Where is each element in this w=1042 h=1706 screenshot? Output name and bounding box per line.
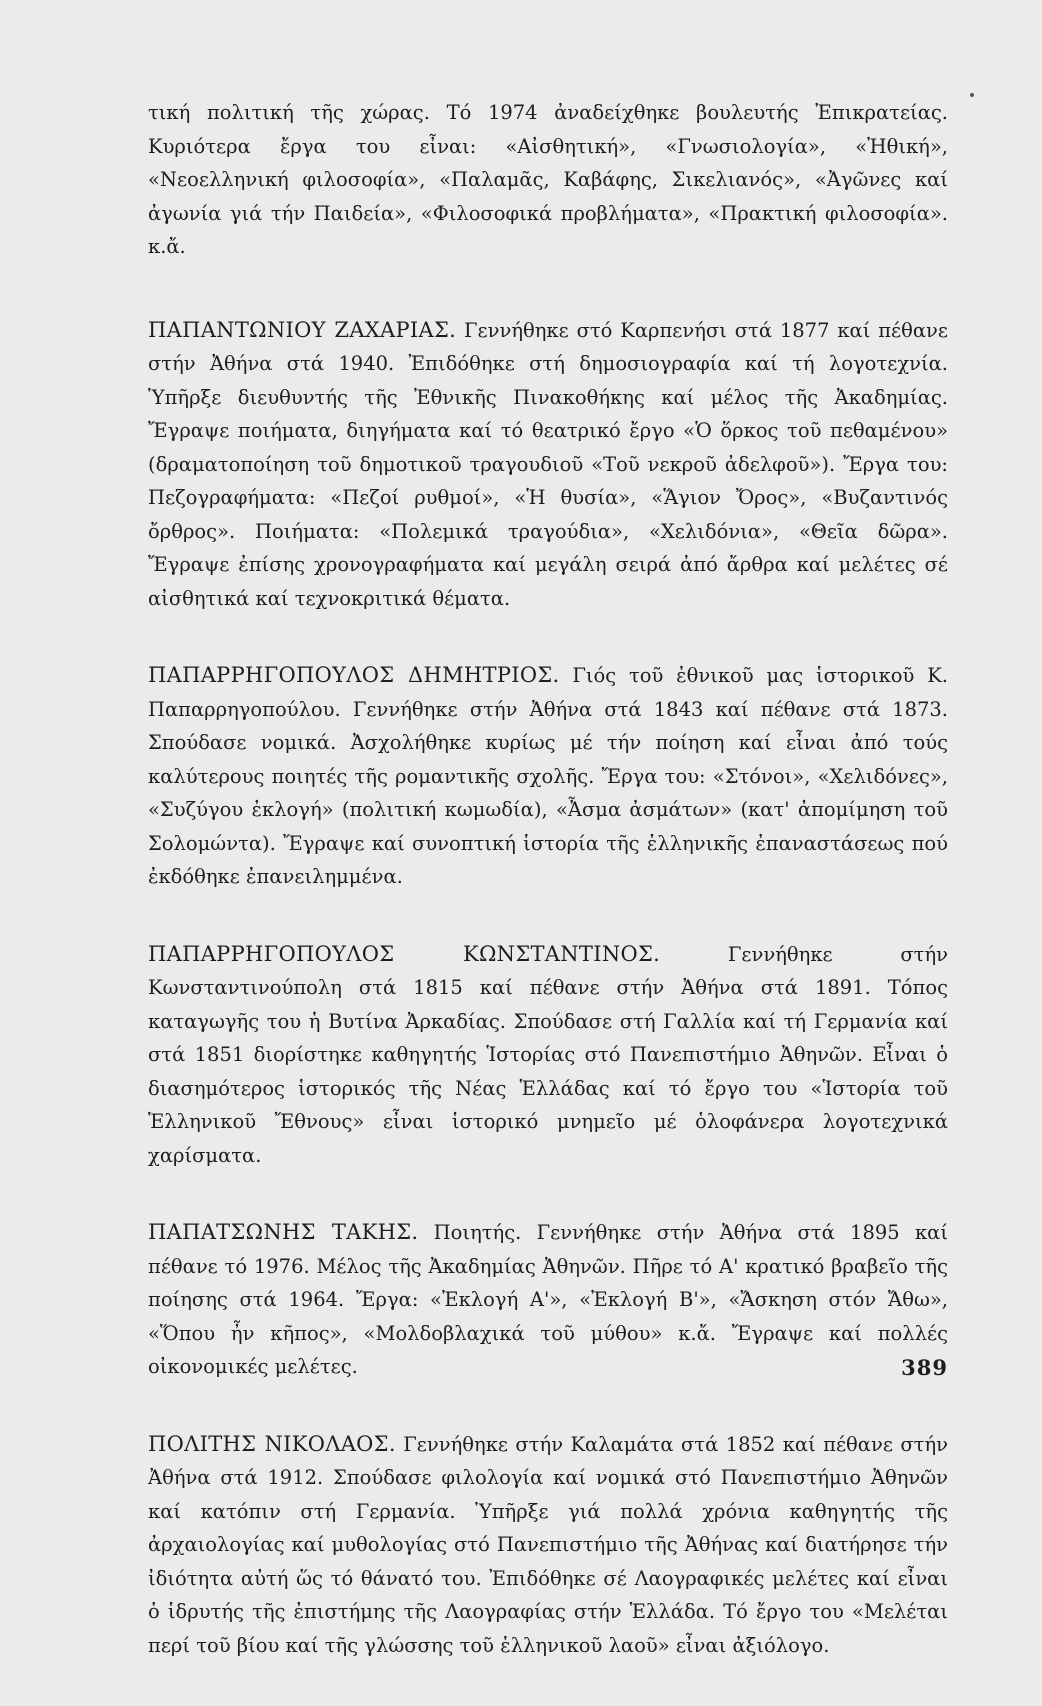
entry-papatsonis [148, 1216, 948, 1384]
entry-name: ΠΑΠΑΡΡΗΓΟΠΟΥΛΟΣ ΔΗΜΗΤΡΙΟΣ. [148, 663, 560, 687]
entry-paparrigopoulos-konstantinos [148, 938, 948, 1173]
entry-text: Γεννήθηκε στήν Κωνσταντινούπολη στά 1815 καί πέθανε στήν Ἀθήνα στά 1891. Τόπος καταγωγῆς του ἡ Βυτίνα Ἀρκαδίας. Σπούδασε στή Γαλλία καί τή Γερμανία καί στά 1851 διορίστηκε καθηγητής Ἱστορίας στό Πανεπιστήμιο Ἀθηνῶν. Εἶναι ὁ διασημότερος ἱστορικός τῆς Νέας Ἑλλάδας καί τό ἔργο του «Ἱστορία τοῦ Ἑλληνικοῦ Ἔθνους» εἶναι ἱστορικό μνημεῖο μέ ὁλοφάνερα λογοτεχνικά χαρίσματα. [148, 942, 948, 1167]
entry-name: ΠΑΠΑΤΣΩΝΗΣ ΤΑΚΗΣ. [148, 1220, 419, 1244]
entry-text: Γεννήθηκε στό Καρπενήσι στά 1877 καί πέθανε στήν Ἀθήνα στά 1940. Ἐπιδόθηκε στή δημοσιογραφία καί τή λογοτεχνία. Ὑπῆρξε διευθυντής τῆς Ἐθνικῆς Πινακοθήκης καί μέλος τῆς Ἀκαδημίας. Ἔγραψε ποιήματα, διηγήματα καί τό θεατρικό ἔργο «Ὁ ὅρκος τοῦ πεθαμένου» (δραματοποίηση τοῦ δημοτικοῦ τραγουδιοῦ «Τοῦ νεκροῦ ἀδελφοῦ»). Ἔργα του: Πεζογραφήματα: «Πεζοί ρυθμοί», «Ἡ θυσία», «Ἅγιον Ὄρος», «Βυζαντινός ὄρθρος». Ποιήματα: «Πολεμικά τραγούδια», «Χελιδόνια», «Θεῖα δῶρα». Ἔγραψε ἐπίσης χρονογραφήματα καί μεγάλη σειρά ἀπό ἄρθρα καί μελέτες σέ αἰσθητικά καί τεχνοκριτικά θέματα. [148, 318, 948, 610]
entry-text: τική πολιτική τῆς χώρας. Τό 1974 ἀναδείχθηκε βουλευτής Ἐπικρατείας. Κυριότερα ἔργα του εἶναι: «Αἰσθητική», «Γνωσιολογία», «Ἠθική», «Νεοελληνική φιλοσοφία», «Παλαμᾶς, Καβάφης, Σικελιανός», «Ἀγῶνες καί ἀγωνία γιά τήν Παιδεία», «Φιλοσοφικά προβλήματα», «Πρακτική φιλοσοφία». κ.ἄ. [148, 101, 948, 258]
entry-name: ΠΟΛΙΤΗΣ ΝΙΚΟΛΑΟΣ. [148, 1431, 396, 1456]
entry-continuation [148, 96, 948, 264]
entry-papantoniou [148, 314, 948, 616]
entry-name: ΠΑΠΑΝΤΩΝΙΟΥ ΖΑΧΑΡΙΑΣ. [148, 317, 457, 342]
entry-name: ΠΑΠΑΡΡΗΓΟΠΟΥΛΟΣ ΚΩΝΣΤΑΝΤΙΝΟΣ. [148, 941, 661, 966]
print-speck [970, 93, 974, 97]
entry-politis [148, 1428, 948, 1663]
entry-text: Ποιητής. Γεννήθηκε στήν Ἀθήνα στά 1895 καί πέθανε τό 1976. Μέλος τῆς Ἀκαδημίας Ἀθηνῶν. Πῆρε τό Α' κρατικό βραβεῖο τῆς ποίησης στά 1964. Ἔργα: «Ἐκλογή Α'», «Ἐκλογή Β'», «Ἄσκηση στόν Ἄθω», «Ὅπου ἦν κῆπος», «Μολδοβλαχικά τοῦ μύθου» κ.ἄ. Ἔγραψε καί πολλές οἰκονομικές μελέτες. [148, 1221, 949, 1378]
document-page [148, 96, 948, 1706]
entry-text: Γεννήθηκε στήν Καλαμάτα στά 1852 καί πέθανε στήν Ἀθήνα στά 1912. Σπούδασε φιλολογία καί νομικά στό Πανεπιστήμιο Ἀθηνῶν καί κατόπιν στή Γερμανία. Ὑπῆρξε γιά πολλά χρόνια καθηγητής τῆς ἀρχαιολογίας καί μυθολογίας στό Πανεπιστήμιο τῆς Ἀθήνας καί διατήρησε τήν ἰδιότητα αὐτή ὥς τό θάνατό του. Ἐπιδόθηκε σέ Λαογραφικές μελέτες καί εἶναι ὁ ἱδρυτής τῆς ἐπιστήμης τῆς Λαογραφίας στήν Ἑλλάδα. Τό ἔργο του «Μελέται περί τοῦ βίου καί τῆς γλώσσης τοῦ ἑλληνικοῦ λαοῦ» εἶναι ἀξιόλογο. [148, 1432, 948, 1657]
entry-text: Γιός τοῦ ἐθνικοῦ μας ἱστορικοῦ Κ. Παπαρρηγοπούλου. Γεννήθηκε στήν Ἀθήνα στά 1843 καί πέθανε στά 1873. Σπούδασε νομικά. Ἀσχολήθηκε κυρίως μέ τήν ποίηση καί εἶναι ἀπό τούς καλύτερους ποιητές τῆς ρομαντικῆς σχολῆς. Ἔργα του: «Στόνοι», «Χελιδόνες», «Συζύγου ἐκλογή» (πολιτική κωμωδία), «Ἆσμα ἀσμάτων» (κατ' ἀπομίμηση τοῦ Σολομώντα). Ἔγραψε καί συνοπτική ἱστορία τῆς ἑλληνικῆς ἐπαναστάσεως πού ἐκδόθηκε ἐπανειλημμένα. [148, 664, 948, 888]
page-number: 389 [901, 1355, 948, 1380]
entry-paparrigopoulos-dimitrios [148, 659, 948, 894]
